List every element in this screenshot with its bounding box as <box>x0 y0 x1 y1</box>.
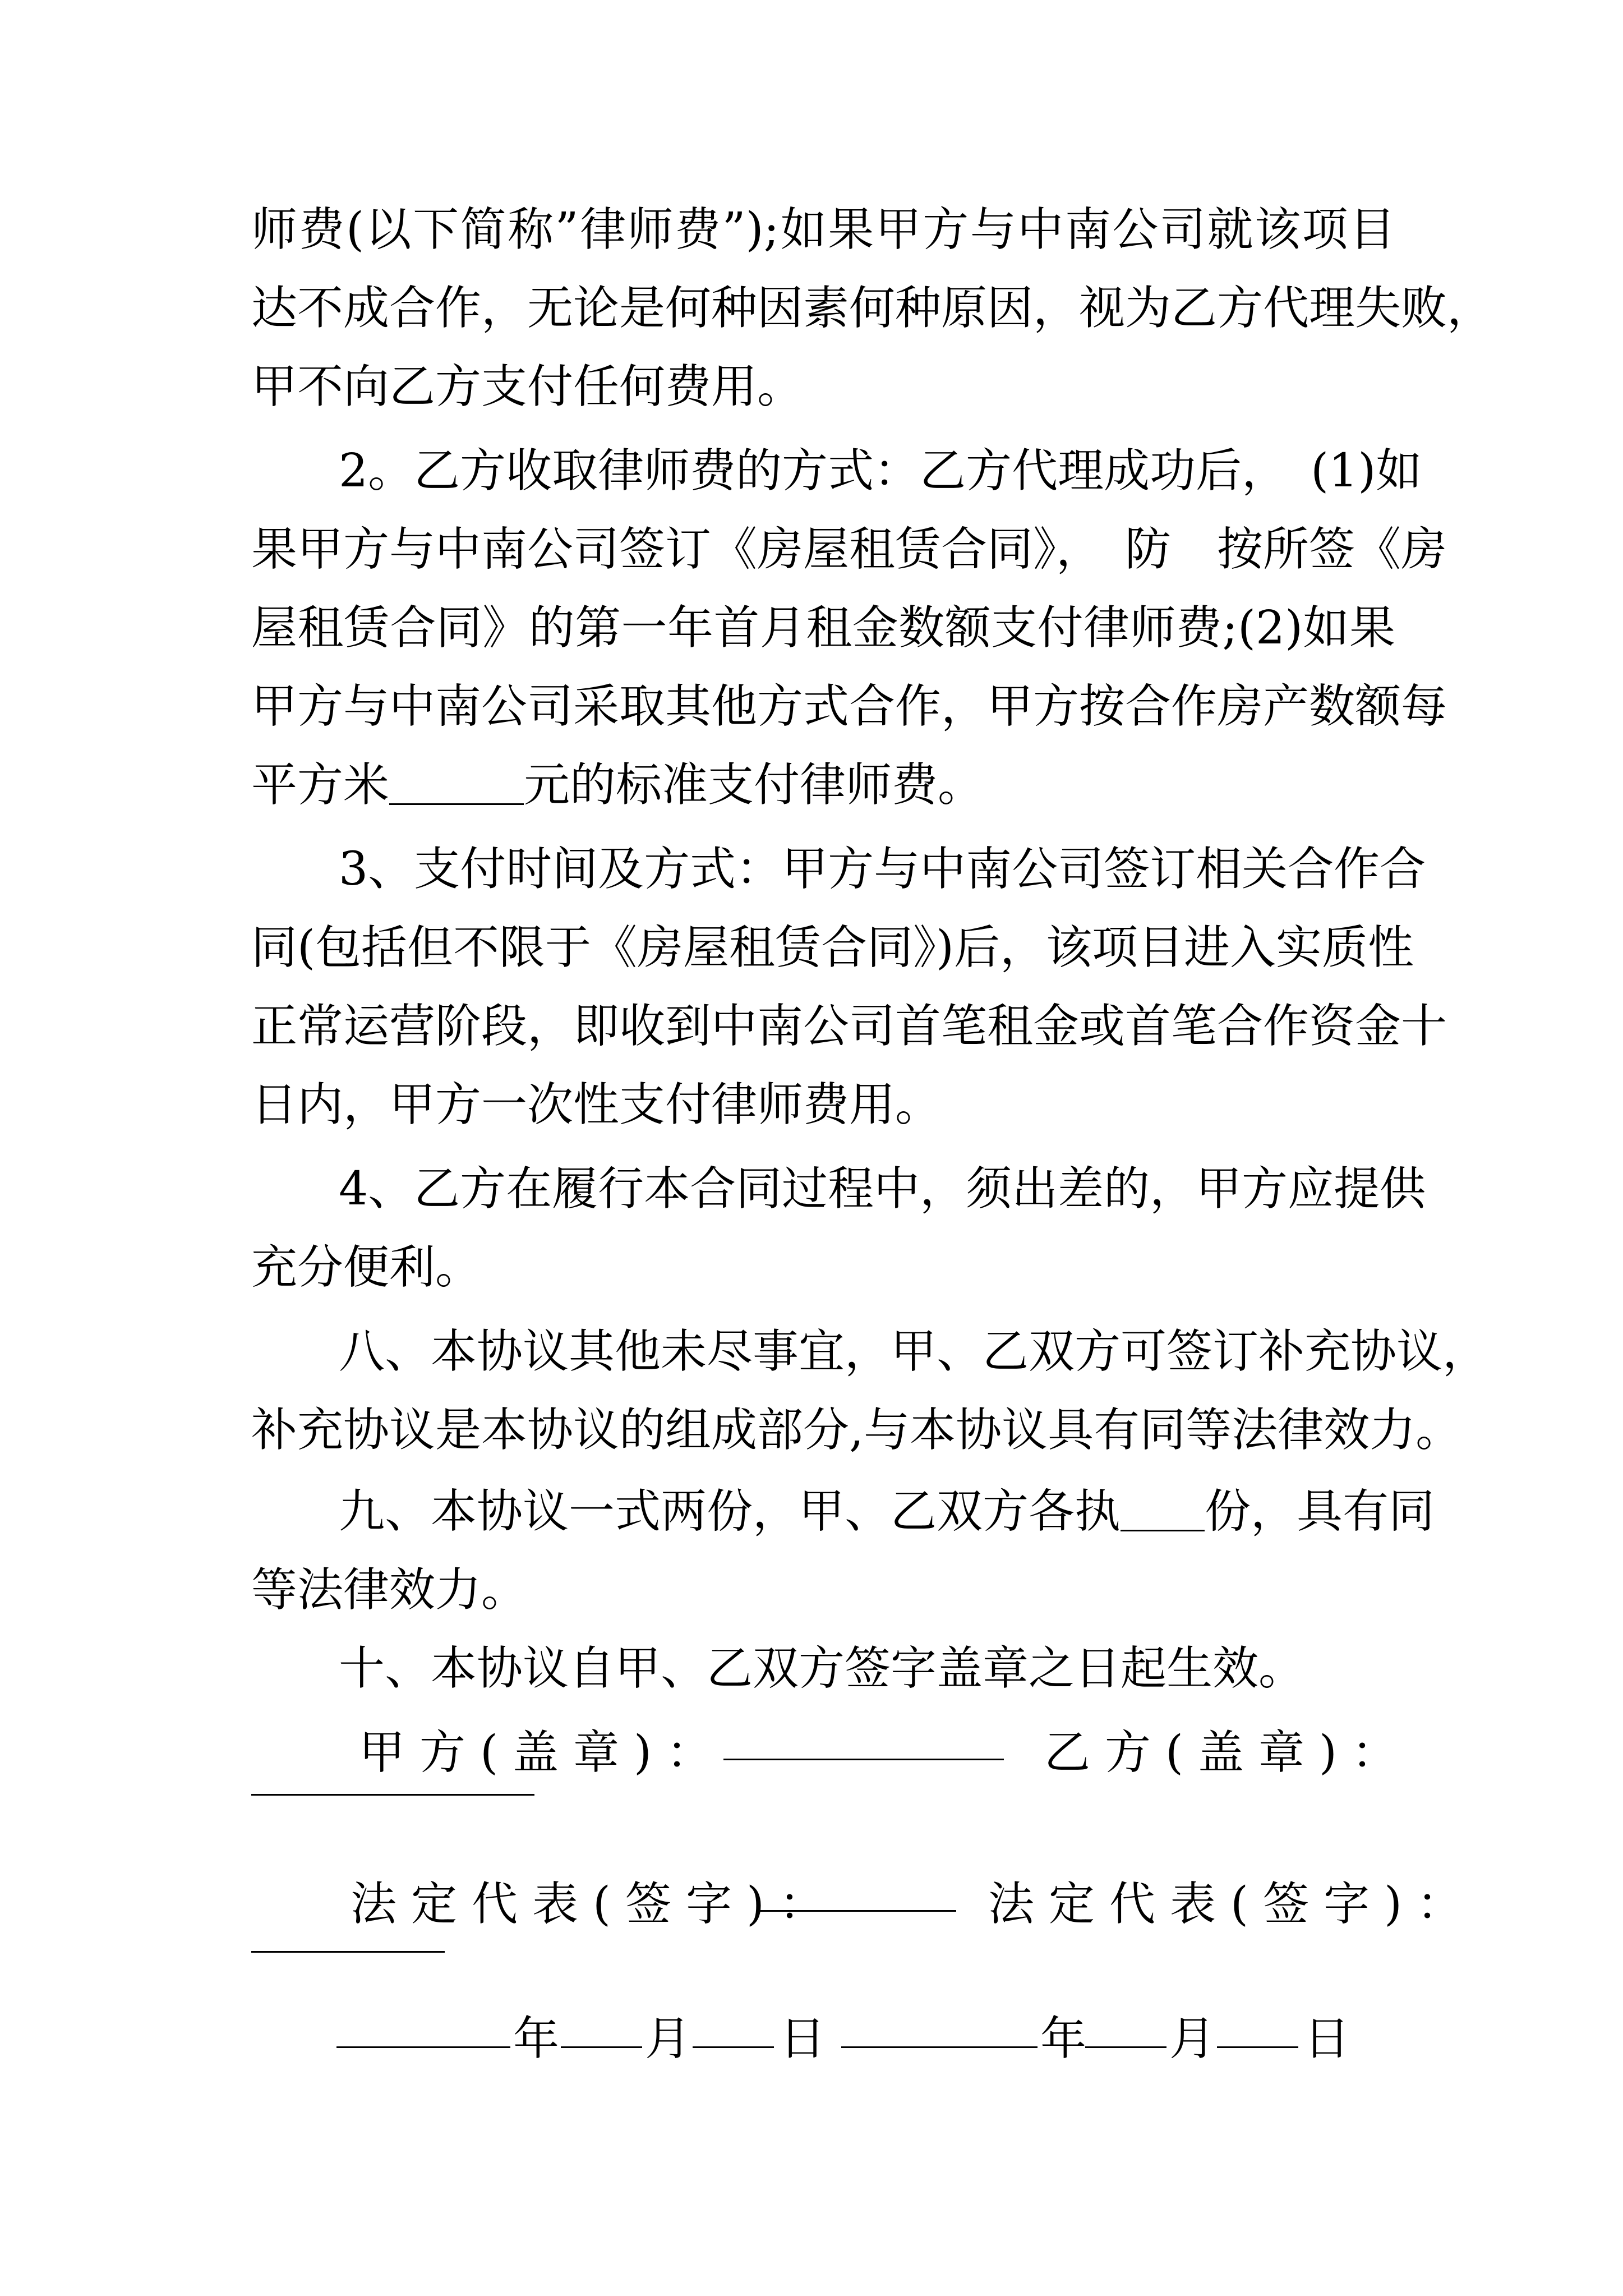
party-b-seal-blank[interactable] <box>251 1794 534 1796</box>
paragraph-line: 屋租赁合同》的第一年首月租金数额支付律师费;(2)如果 <box>251 601 1395 655</box>
date-b-year-label: 年 <box>1040 2012 1087 2065</box>
party-a-seal-blank[interactable] <box>723 1759 1004 1760</box>
rep-b-sign-blank[interactable] <box>251 1951 445 1953</box>
clause-2-line: 2。乙方收取律师费的方式：乙方代理成功后， (1)如 <box>339 444 1422 498</box>
date-a-month-label: 月 <box>645 2012 691 2065</box>
paragraph-line: 甲不向乙方支付任何费用。 <box>251 360 804 413</box>
clause-9-line <box>339 1473 1435 1551</box>
rate-blank[interactable] <box>389 758 524 805</box>
paragraph-line: 等法律效力。 <box>251 1563 528 1617</box>
paragraph-line: 日内，甲方一次性支付律师费用。 <box>251 1078 942 1131</box>
date-b-day-label: 日 <box>1304 2012 1350 2065</box>
party-b-seal-label: 乙方(盖章)： <box>1044 1726 1412 1779</box>
date-b-year-blank[interactable] <box>841 2046 1038 2048</box>
clause-4-line: 4、乙方在履行本合同过程中，须出差的，甲方应提供 <box>339 1162 1426 1216</box>
copies-after: 份，具有同 <box>1205 1485 1435 1538</box>
copies-before: 九、本协议一式两份，甲、乙双方各执 <box>339 1485 1121 1538</box>
rate-line <box>251 746 1395 825</box>
paragraph-line: 同(包括但不限于《房屋租赁合同》)后，该项目进入实质性 <box>251 921 1414 974</box>
paragraph-line: 师费(以下简称”律师费”);如果甲方与中南公司就该项目 <box>251 203 1395 256</box>
date-a-day-label: 日 <box>780 2012 826 2065</box>
clause-10-line: 十、本协议自甲、乙双方签字盖章之日起生效。 <box>339 1642 1305 1695</box>
paragraph-line: 正常运营阶段，即收到中南公司首笔租金或首笔合作资金十 <box>251 1000 1447 1053</box>
paragraph-line: 甲方与中南公司采取其他方式合作，甲方按合作房产数额每 <box>251 680 1447 733</box>
paragraph-line: 充分便利。 <box>251 1241 482 1294</box>
clause-3-line: 3、支付时间及方式：甲方与中南公司签订相关合作合 <box>339 843 1426 896</box>
rate-before: 平方米 <box>251 758 390 812</box>
rep-a-sign-blank[interactable] <box>757 1910 956 1912</box>
clause-8-line: 八、本协议其他未尽事宜，甲、乙双方可签订补充协议， <box>339 1325 1489 1378</box>
date-a-month-blank[interactable] <box>561 2046 642 2048</box>
date-b-day-blank[interactable] <box>1217 2046 1298 2048</box>
date-b-month-blank[interactable] <box>1085 2046 1166 2048</box>
rep-b-sign-label: 法定代表(签字)： <box>988 1878 1477 1931</box>
date-a-year-label: 年 <box>513 2012 560 2065</box>
paragraph-line: 达不成合作，无论是何种因素何种原因，视为乙方代理失败， <box>251 282 1493 335</box>
paragraph-line: 补充协议是本协议的组成部分,与本协议具有同等法律效力。 <box>251 1404 1462 1457</box>
date-b-month-label: 月 <box>1169 2012 1216 2065</box>
rate-after: 元的标准支付律师费。 <box>524 758 984 812</box>
copies-blank[interactable] <box>1121 1485 1205 1531</box>
date-a-year-blank[interactable] <box>336 2046 510 2048</box>
date-a-day-blank[interactable] <box>693 2046 774 2048</box>
party-a-seal-label: 甲方(盖章)： <box>359 1726 727 1779</box>
rep-a-sign-label: 法定代表(签字)： <box>351 1878 840 1931</box>
paragraph-line: 果甲方与中南公司签订《房屋租赁合同》， 防 按所签《房 <box>251 523 1447 576</box>
